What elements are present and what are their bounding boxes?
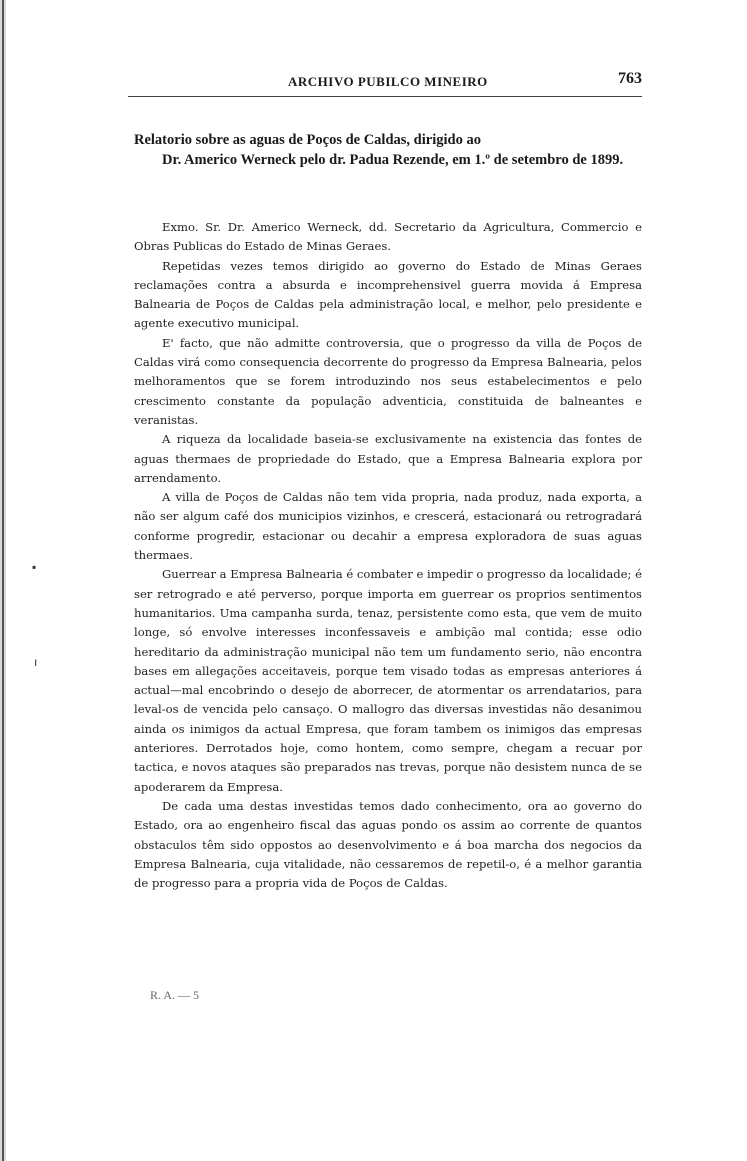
body-paragraph: Guerrear a Empresa Balnearia é combater e impedir o progresso da localidade; é ser retrogrado e até perverso, porque importa em guerrear os proprios sentimentos humanitarios. Uma campanha surda, tenaz, persistente como esta, que vem de muito longe, só envolve interesses inconfessaveis e ambição mal contida; esse odio hereditario da administração municipal não tem um fundamento serio, não encontra bases em allegações acceitaveis, porque tem visado todas as empresas anteriores á actual—mal encobrindo o desejo de aborrecer, de atormentar os arrendatarios, para leval-os de vencida pelo cansaço. O mallogro das diversas investidas não desanimou ainda os inimigos da actual Empresa, que foram tambem os inimigos das empresas anteriores. Derrotados hoje, como hontem, como sempre, chegam a recuar por tactica, e novos ataques são preparados nas trevas, porque não desistem nunca de se apoderarem da Empresa.	[134, 567, 642, 794]
page-number: 763	[618, 70, 642, 87]
header-rule	[128, 96, 642, 97]
body-paragraph: A villa de Poços de Caldas não tem vida propria, nada produz, nada exporta, a não ser algum café dos municipios vizinhos, e crescerá, estacionará ou retrogradará conforme progredir, estacionar ou decahir a empresa exploradora de suas aguas thermaes.	[134, 490, 642, 563]
journal-title: ARCHIVO PUBILCO MINEIRO	[288, 74, 488, 89]
margin-mark: ▪	[32, 560, 37, 574]
report-title-line-2: Dr. Americo Werneck pelo dr. Padua Rezende, em 1.º de setembro de 1899.	[162, 152, 624, 168]
body-paragraph: Repetidas vezes temos dirigido ao governo do Estado de Minas Geraes reclamações contra a absurda e incomprehensivel guerra movida á Empresa Balnearia de Poços de Caldas pela administração local, e melhor, pelo presidente e agente executivo municipal.	[134, 258, 642, 331]
report-title-line-1: Relatorio sobre as aguas de Poços de Caldas, dirigido ao	[134, 132, 481, 148]
body-paragraph: De cada uma destas investidas temos dado conhecimento, ora ao governo do Estado, ora ao engenheiro fiscal das aguas pondo os assim ao corrente de quantos obstaculos têm sido oppostos ao desenvolvimento e á boa marcha dos negocios da Empresa Balnearia, cuja vitalidade, não cessaremos de repetil-o, é a melhor garantia de progresso para a propria vida de Poços de Caldas.	[134, 798, 642, 891]
margin-mark: ı	[34, 655, 38, 669]
running-header	[128, 70, 642, 96]
signature-mark: R. A. — 5	[150, 988, 200, 1002]
report-body	[134, 218, 642, 893]
report-title	[134, 130, 642, 170]
body-paragraph: E' facto, que não admitte controversia, que o progresso da villa de Poços de Caldas virá como consequencia decorrente do progresso da Empresa Balnearia, pelos melhoramentos que se forem introduzindo nos seus estabelecimentos e pelo crescimento constante da população adventicia, constituida de balneantes e veranistas.	[134, 335, 642, 427]
body-paragraph: A riqueza da localidade baseia-se exclusivamente na existencia das fontes de aguas thermaes de propriedade do Estado, que a Empresa Balnearia explora por arrendamento.	[134, 432, 642, 485]
salutation-paragraph: Exmo. Sr. Dr. Americo Werneck, dd. Secretario da Agricultura, Commercio e Obras Publicas do Estado de Minas Geraes.	[134, 220, 642, 254]
page-edge-line	[2, 0, 4, 1161]
